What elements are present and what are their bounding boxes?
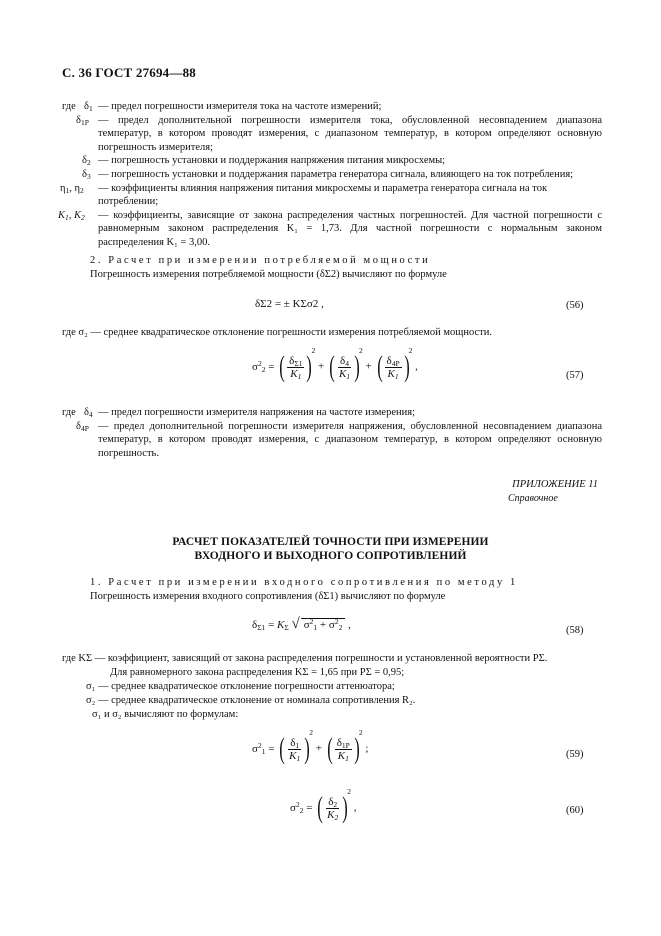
definitions-block-2 [62, 406, 602, 460]
sigma-calc-lead: σ₁ и σ₂ вычисляют по формулам: [92, 709, 239, 720]
section-title-line-1: РАСЧЕТ ПОКАЗАТЕЛЕЙ ТОЧНОСТИ ПРИ ИЗМЕРЕНИИ [172, 536, 489, 548]
definition-delta4: где $\delta_4$ — предел погрешности измерителя напряжения на частоте измерения; [62, 407, 415, 419]
equation-57-number: (57) [566, 370, 584, 381]
where-word: где [62, 101, 76, 112]
definition-delta2: $\delta_2$ — погрешность установки и поддержания напряжения питания микросхемы; [82, 155, 446, 168]
section-2-heading: 2. Расчет при измерении потребляемой мощности [90, 255, 431, 266]
definition-eta: $\eta_1$, $\eta_2$ — коэффициенты влияния напряжения питания микросхемы и параметра генератора сигнала на ток потреблении; [60, 182, 548, 208]
equation-59: $\sigma^2_1$ = ( $\frac{\delta_1}{K_1}$ )2 + ( $\frac{\delta_{1P}}{K_1}$ )2 ; [252, 728, 369, 765]
where-sigma2: где σ₂ — среднее квадратическое отклонение погрешности измерения потребляемой мощности. [62, 327, 493, 338]
definition-k-sigma-2: Для равномерного закона распределения KΣ = 1,65 при PΣ = 0,95; [110, 667, 405, 678]
equation-59-number: (59) [566, 749, 584, 760]
section-title-line-2: ВХОДНОГО И ВЫХОДНОГО СОПРОТИВЛЕНИЙ [194, 550, 467, 562]
appendix-kind: Справочное [508, 493, 558, 504]
equation-56-number: (56) [566, 300, 584, 311]
equation-57: $\sigma^2_2$ = ( $\frac{\delta_{\Sigma 1}}{K_1}$ )2 + ( $\frac{\delta_4}{K_1}$ )2 + ( $\frac{\delta_{4P}}{K_1}$ )2 , [252, 346, 418, 383]
definition-delta1p: $\delta_{1Р}$ — предел дополнительной погрешности измерителя тока, обусловленной несовпадением диапазона температур, в котором проводят измерения, с диапазоном температур, в котором определяют основную погрешность измерителя; [76, 114, 602, 153]
appendix-label: ПРИЛОЖЕНИЕ 11 [512, 479, 598, 490]
equation-58-number: (58) [566, 625, 584, 636]
definition-delta4p: $\delta_{4Р}$ — предел дополнительной погрешности измерителя напряжения, обусловленной несовпадением диапазона температур, в котором проводят измерения, с диапазоном температур, в котором определяют основную погрешность. [76, 420, 602, 459]
equation-60-number: (60) [566, 805, 584, 816]
definition-delta3: $\delta_3$ — погрешность установки и поддержания параметра генератора сигнала, влияющего на ток потребления; [82, 168, 574, 181]
definitions-block-1 [58, 100, 602, 250]
definition-sigma2: σ₂ — среднее квадратическое отклонение от номинала сопротивления R₂. [86, 695, 416, 706]
equation-60: $\sigma^2_2$ = ( $\frac{\delta_2}{K_2}$ )2 , [290, 787, 357, 824]
section-1-lead: Погрешность измерения входного сопротивления (δΣ1) вычисляют по формуле [90, 591, 446, 602]
section-1-heading: 1. Расчет при измерении входного сопротивления по методу 1 [90, 577, 518, 588]
section-2-lead: Погрешность измерения потребляемой мощности (δΣ2) вычисляют по формуле [90, 269, 447, 280]
running-header: С. 36 ГОСТ 27694—88 [62, 65, 196, 80]
definition-k: $K_1$, $K_2$ — коэффициенты, зависящие от закона распределения частных погрешностей. Для частной погрешности с равномерным законом распределения K₁ = 1,73. Для частной погрешности с нормальным законом распределения K₁ = 3,00. [58, 209, 602, 248]
equation-56: δΣ2 = ± KΣσ2 , [255, 298, 324, 310]
definition-k-sigma: где KΣ — коэффициент, зависящий от закона распределения погрешности и установленной вероятности PΣ. [62, 653, 548, 664]
definition-sigma1: σ₁ — среднее квадратическое отклонение погрешности аттенюатора; [86, 681, 395, 692]
equation-58: $\delta_{\Sigma 1} = K_\Sigma$ √ $\sigma^2_1 + \sigma^2_2$ , [252, 616, 351, 632]
definition-delta1: где $\delta_1$ — предел погрешности измерителя тока на частоте измерений; [62, 101, 382, 113]
